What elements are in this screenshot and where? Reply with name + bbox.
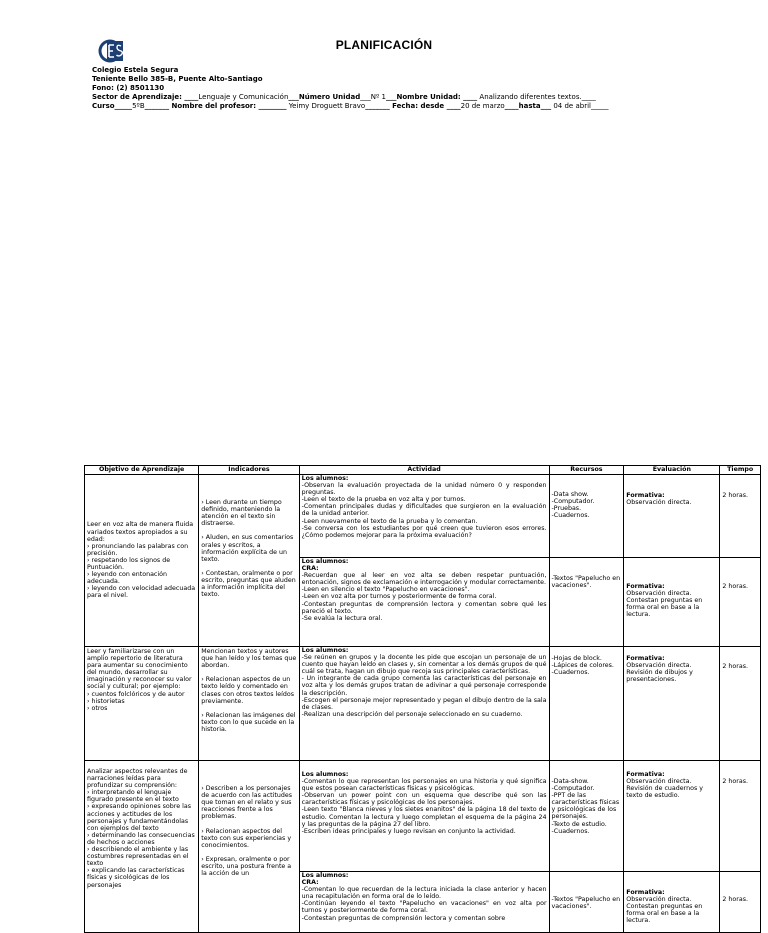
resources-cell xyxy=(549,647,624,761)
indicators-cell xyxy=(199,475,299,647)
activity-subheading: CRA: xyxy=(301,879,319,887)
evaluation-text: Observación directa. Revisión de dibujos y presentaciones. xyxy=(626,662,693,684)
table-row xyxy=(85,761,761,872)
objective-text: Analizar aspectos relevantes de narraciones leídas para profundizar su comprensión: › interpretando el lenguaje figurado presente en el texto › expresando opiniones sobre las acciones y actitudes de los personajes y fundamentándolas con ejemplos del texto › determinando las consecuencias de hechos o acciones › describiendo el ambiente y las costumbres representadas en el texto › explicando las características físicas y sicológicas de los personajes xyxy=(87,768,195,889)
activity-cell xyxy=(299,872,549,933)
unit-name-label: ___Nombre Unidad: ____ xyxy=(386,93,478,101)
evaluation-cell xyxy=(624,475,720,558)
evaluation-heading: Formativa: xyxy=(626,583,665,590)
school-address: Teniente Bello 385-B, Puente Alto-Santiago xyxy=(92,75,263,83)
course-line xyxy=(92,102,608,111)
course-value: 5ºB xyxy=(132,102,145,110)
evaluation-cell xyxy=(624,558,720,647)
activity-text: -Comentan lo que recuerdan de la lectura iniciada la clase anterior y hacen una recapitulación en forma oral de lo leído. -Continúan leyendo el texto "Papelucho en vacaciones" en voz alta por turnos y posteriormente de forma coral. -Contestan preguntas de comprensión lectora y comentan sobre xyxy=(301,886,547,922)
objective-cell xyxy=(85,475,199,647)
date-from-label: _______ Fecha: desde ____ xyxy=(365,102,461,110)
time-cell: 2 horas. xyxy=(720,761,761,872)
time-cell: 2 horas. xyxy=(720,872,761,933)
planning-table xyxy=(84,465,761,933)
evaluation-text: Observación directa. Revisión de cuadernos y texto de estudio. xyxy=(626,778,703,800)
teacher-label: _______ Nombre del profesor: ________ xyxy=(144,102,287,110)
activity-cell xyxy=(299,647,549,761)
time-cell: 2 horas. xyxy=(720,558,761,647)
sector-label: Sector de Aprendizaje: ____ xyxy=(92,93,199,101)
indicators-text: Mencionan textos y autores que han leído y los temas que abordan. › Relacionan aspectos de un texto leído y comentado en clases con otros textos leídos previamente. › Relacionan las imágenes del texto con lo que sucede en la historia. xyxy=(201,648,297,734)
date-from-value: 20 de marzo xyxy=(460,102,505,110)
time-cell: 2 horas. xyxy=(720,475,761,558)
col-header-time: Tiempo xyxy=(720,466,761,475)
resources-cell xyxy=(549,558,624,647)
activity-text: -Recuerdan que al leer en voz alta se deben respetar puntuación, entonación, signos de exclamación e interrogación y modular correctamente. -Leen en silencio el texto "Papelucho en vacaciones". -Leen en voz alta por turnos y posteriormente de forma coral. -Contestan preguntas de comprensión lectora y comentan sobre qué les pareció el texto. -Se evalúa la lectura oral. xyxy=(301,572,547,622)
resources-text: -Data-show. -Computador. -PPT de las características físicas y psicológicas de los personajes. -Texto de estudio. -Cuadernos. xyxy=(551,778,620,835)
evaluation-heading: Formativa: xyxy=(626,889,665,896)
resources-text: -Textos "Papelucho en vacaciones". xyxy=(551,896,621,911)
activity-heading: Los alumnos: xyxy=(301,872,349,879)
activity-heading: Los alumnos: xyxy=(301,475,349,482)
page-title: PLANIFICACIÓN xyxy=(335,38,433,52)
col-header-activity: Actividad xyxy=(299,466,549,475)
activity-subheading: CRA: xyxy=(301,565,319,573)
activity-cell xyxy=(299,475,549,558)
resources-text: -Hojas de block. -Lápices de colores. -Cuadernos. xyxy=(551,655,614,677)
unit-number-label: ___Número Unidad xyxy=(288,93,361,101)
evaluation-cell xyxy=(624,872,720,933)
indicators-cell xyxy=(199,761,299,933)
sector-line xyxy=(92,93,608,102)
objective-cell xyxy=(85,761,199,933)
objective-cell xyxy=(85,647,199,761)
indicators-text: › Describen a los personajes de acuerdo con las actitudes que toman en el relato y sus reacciones frente a los problemas. › Relacionan aspectos del texto con sus experiencias y conocimientos. › Expresan, oralmente o por escrito, una postura frente a la acción de un xyxy=(201,785,293,878)
col-header-indicators: Indicadores xyxy=(199,466,299,475)
resources-text: -Textos "Papelucho en vacaciones". xyxy=(551,575,621,590)
activity-heading: Los alumnos: xyxy=(301,558,349,565)
evaluation-text: Observación directa. xyxy=(626,499,692,507)
objective-text: Leer en voz alta de manera fluida variados textos apropiados a su edad: › pronunciando las palabras con precisión. › respetando los signos de Puntuación. › leyendo con entonación adecuada. › leyendo con velocidad adecuada para el nivel. xyxy=(87,521,196,600)
unit-number-value: ___Nº 1 xyxy=(360,93,387,101)
time-cell: 2 horas. xyxy=(720,647,761,761)
teacher-value: Yeimy Droguett Bravo xyxy=(286,102,366,110)
school-phone: Fono: (2) 8501130 xyxy=(92,84,165,92)
activity-text: -Se reúnen en grupos y la docente les pide que escojan un personaje de un cuento que hayan leído en clases y, sin comentar a los demás grupos de qué cuál se trata, hagan un dibujo que recoja sus principales características. - Un integrante de cada grupo comenta las características del personaje en voz alta y los demás grupos tratan de adivinar a qué personaje corresponde la descripción. -Escogen el personaje mejor representado y pegan el dibujo dentro de la sala de clases. -Realizan una descripción del personaje seleccionado en su cuaderno. xyxy=(301,654,547,718)
col-header-evaluation: Evaluación xyxy=(624,466,720,475)
resources-text: -Data show. -Computador. -Pruebas. -Cuadernos. xyxy=(551,491,595,520)
indicators-text: › Leen durante un tiempo definido, manteniendo la atención en el texto sin distraerse. › Aluden, en sus comentarios orales y escritos, a información explícita de un texto. › Contestan, oralmente o por escrito, preguntas que aluden a información implícita del texto. xyxy=(201,499,296,599)
activity-text: -Observan la evaluación proyectada de la unidad número 0 y responden preguntas. -Leen el texto de la prueba en voz alta y por turnos. -Comentan principales dudas y dificultades que surgieron en la evaluación de la unidad anterior. -Leen nuevamente el texto de la prueba y lo comentan. -Se conversa con los estudiantes por qué creen que tuvieron esos errores. ¿Cómo podemos mejorar para la próxima evaluación? xyxy=(301,482,547,539)
col-header-resources: Recursos xyxy=(549,466,624,475)
activity-text: -Comentan lo que representan los personajes en una historia y qué significa que estos posean características físicas y psicológicas. -Observan un power point con un esquema que describe qué son las características físicas y psicológicas de los personajes. -Leen texto "Blanca nieves y los sietes enanitos" de la página 18 del texto de estudio. Comentan la lectura y luego completan el esquema de la página 24 y las preguntas de la página 27 del libro. -Escriben ideas principales y luego revisan en conjunto la actividad. xyxy=(301,778,547,835)
activity-heading: Los alumnos: xyxy=(301,647,349,654)
unit-name-value: Analizando diferentes textos.____ xyxy=(477,93,596,101)
indicators-cell xyxy=(199,647,299,761)
evaluation-heading: Formativa: xyxy=(626,655,665,662)
evaluation-text: Observación directa. Contestan preguntas en forma oral en base a la lectura. xyxy=(626,896,703,925)
resources-cell xyxy=(549,872,624,933)
evaluation-heading: Formativa: xyxy=(626,771,665,778)
resources-cell xyxy=(549,475,624,558)
resources-cell xyxy=(549,761,624,872)
evaluation-cell xyxy=(624,647,720,761)
col-header-objective: Objetivo de Aprendizaje xyxy=(85,466,199,475)
table-header-row xyxy=(85,466,761,475)
date-to-label: ____hasta___ xyxy=(504,102,552,110)
evaluation-text: Observación directa. Contestan preguntas en forma oral en base a la lectura. xyxy=(626,590,703,619)
objective-text: Leer y familiarizarse con un amplio repertorio de literatura para aumentar su conocimiento del mundo, desarrollar su imaginación y reconocer su valor social y cultural; por ejemplo: › cuentos folclóricos y de autor › historietas › otros xyxy=(87,648,192,712)
table-row xyxy=(85,647,761,761)
table-row xyxy=(85,475,761,558)
evaluation-cell xyxy=(624,761,720,872)
document-header xyxy=(92,66,608,111)
school-name: Colegio Estela Segura xyxy=(92,66,179,74)
date-to-value: 04 de abril_____ xyxy=(551,102,609,110)
activity-cell xyxy=(299,558,549,647)
course-label: Curso_____ xyxy=(92,102,133,110)
activity-cell xyxy=(299,761,549,872)
activity-heading: Los alumnos: xyxy=(301,771,349,778)
evaluation-heading: Formativa: xyxy=(626,492,665,499)
sector-value: Lenguaje y Comunicación xyxy=(198,93,289,101)
